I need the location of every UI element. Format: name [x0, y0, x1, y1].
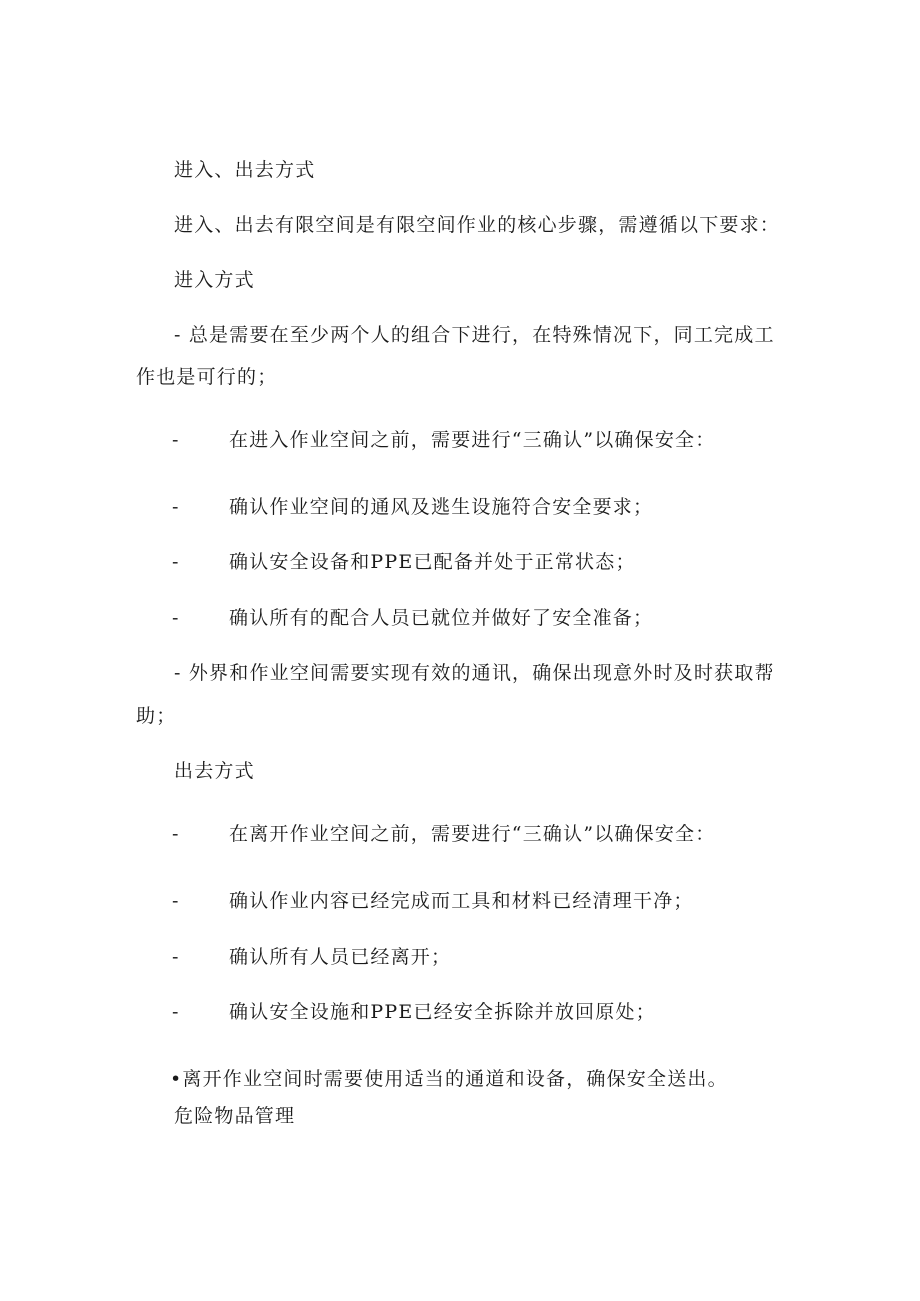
next-section-heading: 危险物品管理 — [174, 1105, 296, 1127]
exit-bullet: •离开作业空间时需要使用适当的通道和设备，确保安全送出。 — [170, 1068, 728, 1090]
section-heading-entry-exit: 进入、出去方式 — [174, 159, 316, 181]
entry-title: 进入方式 — [174, 269, 255, 291]
exit-title: 出去方式 — [174, 760, 255, 782]
list-dash: - — [172, 429, 179, 451]
entry-confirm-3: 确认所有的配合人员已就位并做好了安全准备； — [229, 607, 654, 629]
entry-item1-line2: 作也是可行的； — [136, 366, 278, 388]
list-dash: - — [172, 823, 179, 845]
entry-item1-line1: - 总是需要在至少两个人的组合下进行，在特殊情况下，同工完成工 — [174, 324, 775, 346]
list-dash: - — [172, 946, 179, 968]
list-dash: - — [172, 1001, 179, 1023]
entry-confirm-2: 确认安全设备和PPE已配备并处于正常状态； — [229, 551, 636, 573]
entry-confirm-1: 确认作业空间的通风及逃生设施符合安全要求； — [229, 496, 654, 518]
list-dash: - — [172, 607, 179, 629]
entry-item2-line1: - 外界和作业空间需要实现有效的通讯，确保出现意外时及时获取帮 — [174, 662, 775, 684]
list-dash: - — [172, 496, 179, 518]
exit-confirm-title: 在离开作业空间之前，需要进行“三确认”以确保安全： — [229, 823, 716, 845]
exit-confirm-2: 确认所有人员已经离开； — [229, 946, 452, 968]
exit-confirm-1: 确认作业内容已经完成而工具和材料已经清理干净； — [229, 890, 694, 912]
list-dash: - — [172, 890, 179, 912]
intro-paragraph: 进入、出去有限空间是有限空间作业的核心步骤，需遵循以下要求： — [174, 214, 781, 236]
list-dash: - — [172, 551, 179, 573]
entry-confirm-title: 在进入作业空间之前，需要进行“三确认”以确保安全： — [229, 429, 716, 451]
entry-item2-line2: 助； — [136, 705, 177, 727]
exit-confirm-3: 确认安全设施和PPE已经安全拆除并放回原处； — [229, 1001, 656, 1023]
